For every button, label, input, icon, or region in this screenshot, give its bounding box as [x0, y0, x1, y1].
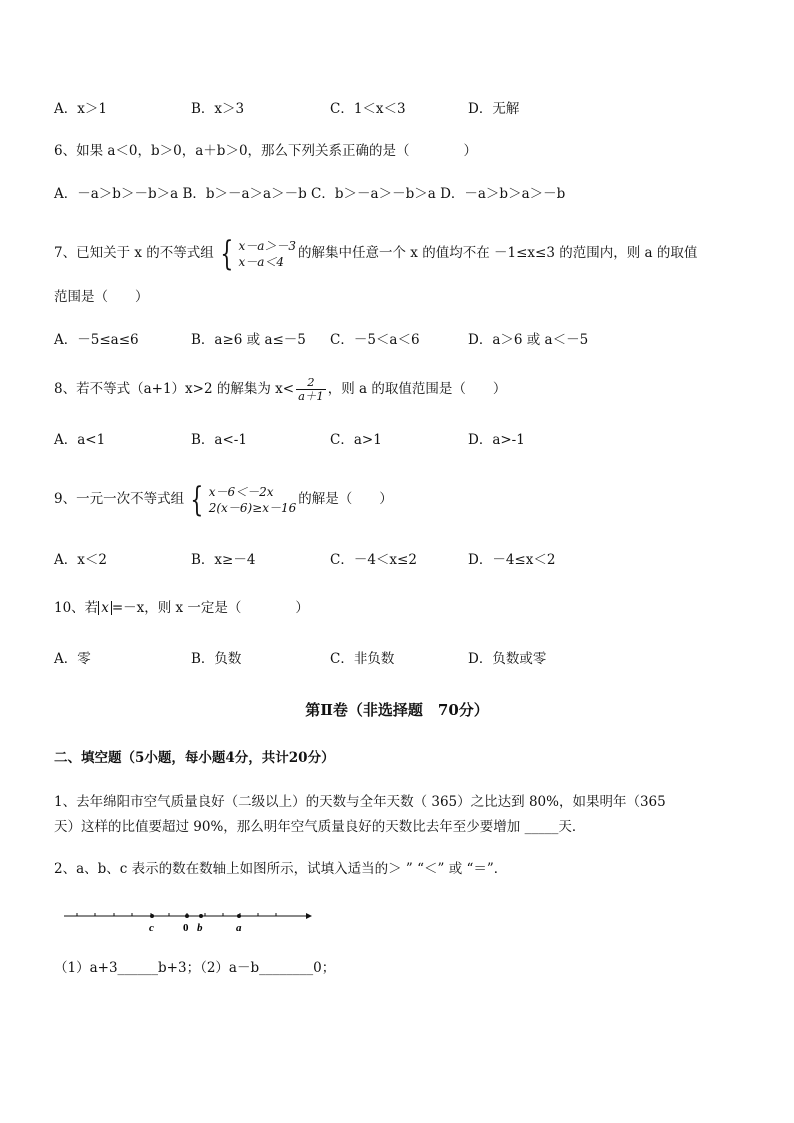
point-0-dot — [185, 914, 189, 918]
q8-fraction — [296, 376, 326, 403]
q8-stem-before: 8、若不等式（a+1）x>2 的解集为 x< — [54, 381, 295, 397]
q8-option-b[interactable]: B．a<-1 — [191, 432, 247, 448]
q10-options — [54, 649, 754, 669]
q7-stem-after: 的解集中任意一个 x 的值均不在 －1≤x≤3 的范围内，则 a 的取值 — [298, 245, 698, 261]
q9-stem — [54, 479, 393, 519]
q7-stem-before: 7、已知关于 x 的不等式组 — [54, 245, 214, 261]
point-a-dot — [237, 914, 241, 918]
q10-stem-mid: =－x，则 x 一定是（ ） — [111, 600, 309, 616]
label-c: c — [149, 922, 154, 934]
q10-option-d[interactable]: D．负数或零 — [468, 651, 547, 667]
section2-title: 二、填空题（5小题，每小题4分，共计20分） — [54, 750, 335, 766]
q10-absolute-value: x — [98, 601, 112, 615]
q9-stem-before: 9、一元一次不等式组 — [54, 491, 185, 507]
q9-system: { x－6＜－2x 2(x－6)≥x－16 — [190, 479, 297, 520]
number-line-figure — [62, 904, 322, 938]
q6-options — [54, 184, 565, 204]
q8-stem — [54, 371, 506, 407]
point-b-dot — [199, 914, 203, 918]
q7-system-row-1: x－a＞－3 — [238, 238, 296, 253]
q7-option-c[interactable]: C．－5＜a＜6 — [330, 332, 420, 348]
q9-option-c[interactable]: C．－4＜x≤2 — [330, 552, 417, 568]
q10-option-b[interactable]: B．负数 — [191, 651, 242, 667]
q10-stem — [54, 598, 309, 618]
q9-option-b[interactable]: B．x≥－4 — [191, 552, 256, 568]
q8-frac-num: 2 — [296, 376, 326, 390]
fill1-line1: 1、去年绵阳市空气质量良好（二级以上）的天数与全年天数（ 365）之比达到 80%，如果明年（365 — [54, 794, 666, 810]
q6-option-a[interactable]: A．－a＞b＞－b＞a — [54, 186, 179, 202]
q7-option-d[interactable]: D．a＞6 或 a＜－5 — [468, 332, 589, 348]
q8-options — [54, 430, 754, 450]
q8-option-c[interactable]: C．a>1 — [330, 432, 382, 448]
number-line — [62, 904, 322, 934]
q6-stem: 6、如果 a＜0，b＞0，a＋b＞0，那么下列关系正确的是（ ） — [54, 143, 478, 159]
q9-options — [54, 550, 754, 570]
q10-option-c[interactable]: C．非负数 — [330, 651, 395, 667]
q9-option-a[interactable]: A．x＜2 — [54, 552, 107, 568]
q8-stem-after: ，则 a 的取值范围是（ ） — [327, 381, 507, 397]
q6-option-b[interactable]: B．b＞－a＞a＞－b — [182, 186, 307, 202]
q7-option-b[interactable]: B．a≥6 或 a≤－5 — [191, 332, 306, 348]
q10-stem-before: 10、若 — [54, 600, 99, 616]
fill2-stem: 2、a、b、c 表示的数在数轴上如图所示，试填入适当的＞ ” “＜” 或 “＝”． — [54, 861, 508, 877]
q6-option-d[interactable]: D．－a＞b＞a＞－b — [440, 186, 566, 202]
q7-option-a[interactable]: A．－5≤a≤6 — [54, 332, 139, 348]
q7-stem-cont: 范围是（ ） — [54, 289, 149, 305]
label-a: a — [236, 922, 242, 934]
q5-option-c[interactable]: C．1＜x＜3 — [330, 101, 406, 117]
q8-option-d[interactable]: D．a>-1 — [468, 432, 525, 448]
q5-option-a[interactable]: A．x＞1 — [54, 101, 107, 117]
point-c-dot — [150, 914, 154, 918]
label-b: b — [197, 922, 203, 934]
q5-option-d[interactable]: D．无解 — [468, 101, 520, 117]
q7-system: { x－a＞－3 x－a＜4 — [220, 233, 296, 274]
q7-options — [54, 330, 754, 350]
q9-stem-after: 的解是（ ） — [298, 491, 393, 507]
q9-system-row-1: x－6＜－2x — [208, 484, 274, 499]
q7-system-row-2: x－a＜4 — [238, 254, 284, 269]
fill2-subquestions: （1）a+3______b+3；（2）a－b________0； — [54, 960, 336, 976]
q10-option-a[interactable]: A．零 — [54, 651, 91, 667]
q5-options — [54, 99, 754, 119]
q6-option-c[interactable]: C．b＞－a＞－b＞a — [311, 186, 436, 202]
part2-title: 第Ⅱ卷（非选择题 70分） — [305, 701, 489, 719]
q9-system-row-2: 2(x－6)≥x－16 — [208, 500, 297, 515]
q8-option-a[interactable]: A．a<1 — [54, 432, 106, 448]
q7-stem — [54, 233, 697, 273]
label-0: 0 — [183, 922, 189, 934]
fill1-line2: 天）这样的比值要超过 90%，那么明年空气质量良好的天数比去年至少要增加 _____天． — [54, 819, 586, 835]
q8-frac-den: a＋1 — [298, 389, 324, 403]
q9-option-d[interactable]: D．－4≤x＜2 — [468, 552, 556, 568]
number-line-arrow — [306, 913, 312, 919]
q5-option-b[interactable]: B．x＞3 — [191, 101, 245, 117]
